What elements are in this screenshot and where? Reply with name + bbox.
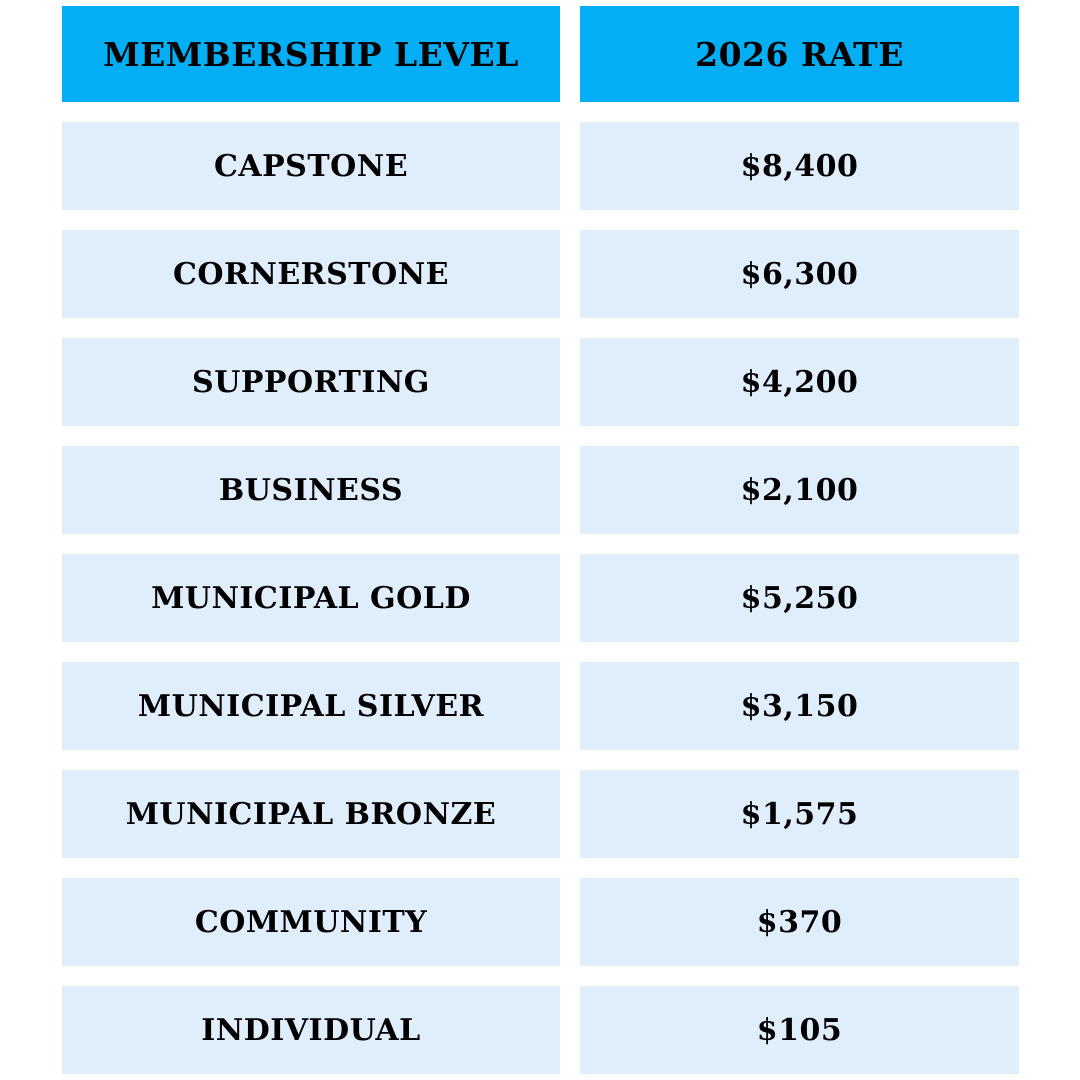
table-header-row: [62, 6, 1019, 102]
table-row: [62, 122, 1019, 210]
membership-level-cell: MUNICIPAL SILVER: [62, 662, 560, 750]
membership-level-cell: MUNICIPAL BRONZE: [62, 770, 560, 858]
rate-cell: $1,575: [580, 770, 1019, 858]
membership-level-cell: CORNERSTONE: [62, 230, 560, 318]
membership-level-cell: MUNICIPAL GOLD: [62, 554, 560, 642]
table-row: [62, 338, 1019, 426]
rate-cell: $6,300: [580, 230, 1019, 318]
membership-level-cell: INDIVIDUAL: [62, 986, 560, 1074]
membership-level-cell: SUPPORTING: [62, 338, 560, 426]
rate-cell: $3,150: [580, 662, 1019, 750]
rate-cell: $370: [580, 878, 1019, 966]
table-row: [62, 446, 1019, 534]
rate-cell: $105: [580, 986, 1019, 1074]
rate-cell: $8,400: [580, 122, 1019, 210]
table-row: [62, 662, 1019, 750]
membership-level-cell: CAPSTONE: [62, 122, 560, 210]
table-row: [62, 230, 1019, 318]
table-row: [62, 554, 1019, 642]
table-row: [62, 878, 1019, 966]
membership-rate-table: [62, 6, 1019, 1074]
header-2026-rate: 2026 RATE: [580, 6, 1019, 102]
table-row: [62, 770, 1019, 858]
table-row: [62, 986, 1019, 1074]
rate-cell: $2,100: [580, 446, 1019, 534]
membership-level-cell: COMMUNITY: [62, 878, 560, 966]
header-membership-level: MEMBERSHIP LEVEL: [62, 6, 560, 102]
rate-cell: $4,200: [580, 338, 1019, 426]
membership-level-cell: BUSINESS: [62, 446, 560, 534]
rate-cell: $5,250: [580, 554, 1019, 642]
